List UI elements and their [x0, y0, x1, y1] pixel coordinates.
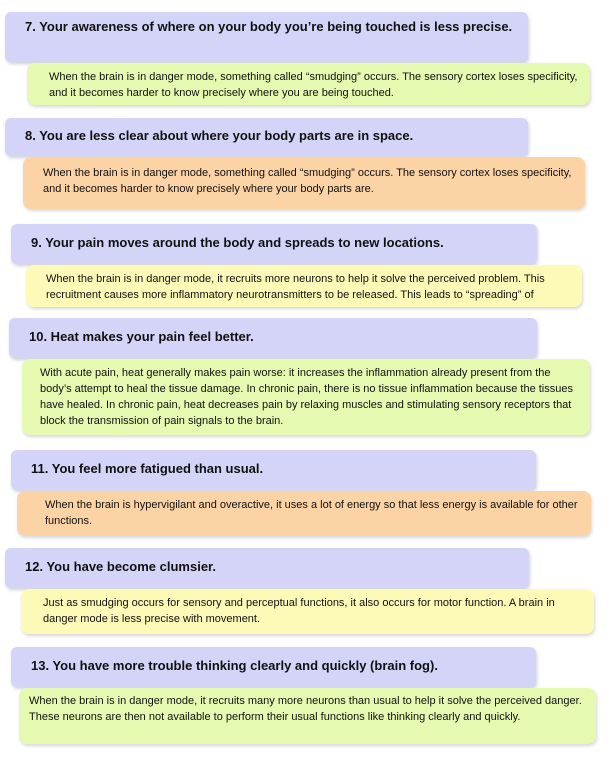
- heading-13: 13. You have more trouble thinking clearly and quickly (brain fog).: [11, 647, 536, 687]
- heading-9: 9. Your pain moves around the body and spreads to new locations.: [11, 224, 537, 264]
- heading-7: 7. Your awareness of where on your body you’re being touched is less precise.: [5, 12, 528, 62]
- explanation-11: When the brain is hypervigilant and overactive, it uses a lot of energy so that less energy is available for other functions.: [17, 491, 591, 536]
- explanation-8-box: When the brain is in danger mode, something called “smudging” occurs. The sensory cortex loses specificity, and it becomes harder to know precisely where your body parts are.: [23, 157, 585, 209]
- heading-10: 10. Heat makes your pain feel better.: [9, 318, 537, 358]
- heading-11: 11. You feel more fatigued than usual.: [11, 450, 536, 490]
- heading-12: 12. You have become clumsier.: [5, 548, 529, 588]
- explanation-13: When the brain is in danger mode, it recruits many more neurons than usual to help it solve the perceived danger. These neurons are then not available to perform their usual functions like thinking clearly and quickly.: [19, 688, 596, 744]
- explanation-10: With acute pain, heat generally makes pain worse: it increases the inflammation already present from the body’s attempt to heal the tissue damage. In chronic pain, there is no tissue inflammation because the tissues have healed. In chronic pain, heat decreases pain by relaxing muscles and stimulating sensory receptors that block the transmission of pain signals to the brain.: [22, 359, 590, 435]
- explanation-12: Just as smudging occurs for sensory and perceptual functions, it also occurs for motor function. A brain in danger mode is less precise with movement.: [21, 589, 594, 634]
- explanation-7: When the brain is in danger mode, something called “smudging” occurs. The sensory cortex loses specificity, and it becomes harder to know precisely where you are being touched.: [27, 63, 590, 105]
- heading-8: 8. You are less clear about where your body parts are in space.: [5, 118, 528, 156]
- explanation-9: When the brain is in danger mode, it recruits more neurons to help it solve the perceived problem. This recruitment causes more inflammatory neurotransmitters to be released. This leads to “spreading” of: [26, 265, 582, 307]
